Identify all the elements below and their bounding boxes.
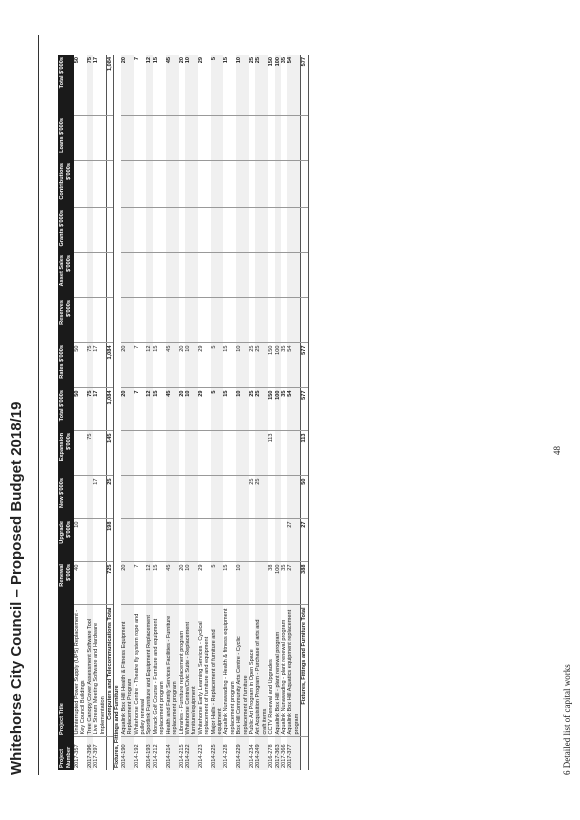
- table-cell: 29: [198, 55, 211, 116]
- table-cell: [93, 298, 106, 343]
- table-cell: [153, 298, 166, 343]
- table-cell: 10: [236, 388, 249, 431]
- table-cell: [74, 208, 87, 253]
- table-cell: 113: [301, 431, 308, 476]
- table-cell: [121, 476, 134, 519]
- table-cell: [211, 476, 224, 519]
- table-cell: 27: [301, 519, 308, 562]
- table-cell: [166, 161, 179, 208]
- table-cell: [301, 161, 308, 208]
- table-cell: [223, 519, 236, 562]
- table-cell: 15: [223, 388, 236, 431]
- table-cell: 17: [93, 476, 106, 519]
- table-cell: 54: [287, 388, 300, 431]
- table-cell: 45: [166, 55, 179, 116]
- project-title: Aqualink Box Hill Aquatics equipment replacement program: [287, 605, 300, 737]
- table-cell: 20: [121, 562, 134, 605]
- table-cell: 15: [153, 343, 166, 388]
- project-number: 2017-397: [93, 744, 100, 768]
- table-cell: [223, 253, 236, 298]
- table-cell: 198: [107, 519, 114, 562]
- table-cell: [301, 298, 308, 343]
- project-number: 2014-222: [185, 737, 198, 770]
- table-cell: 388: [301, 562, 308, 605]
- table-cell: [211, 431, 224, 476]
- table-cell: [223, 161, 236, 208]
- table-cell: [236, 431, 249, 476]
- project-number: 2017-357: [74, 744, 80, 768]
- project-number: 2014-192: [133, 744, 140, 768]
- table-cell: 10: [185, 388, 198, 431]
- project-title: Major Halls - Replacement of furniture and equipment: [211, 605, 224, 737]
- table-cell: [301, 116, 308, 161]
- table-cell: [121, 431, 134, 476]
- table-cell: [93, 116, 106, 161]
- table-cell: 25: [255, 388, 268, 431]
- table-cell: [236, 116, 249, 161]
- table-cell: [93, 431, 106, 476]
- table-cell: [134, 161, 147, 208]
- column-header: Renewal $'000s: [58, 562, 74, 605]
- table-cell: [166, 298, 179, 343]
- table-cell: [134, 253, 147, 298]
- table-cell: 100: [275, 343, 281, 388]
- project-number: 2014-223: [197, 744, 204, 768]
- table-cell: [121, 161, 134, 208]
- table-cell: 12: [146, 388, 152, 431]
- table-cell: [74, 476, 87, 519]
- table-row: [153, 55, 166, 770]
- footer-text: 6 Detailed list of capital works: [562, 664, 572, 775]
- table-cell: [287, 253, 300, 298]
- table-cell: [153, 161, 166, 208]
- table-cell: 12: [146, 55, 152, 116]
- table-row: [287, 55, 300, 770]
- table-cell: [153, 431, 166, 476]
- table-cell: [185, 476, 198, 519]
- table-cell: 38: [268, 562, 274, 605]
- table-cell: [134, 519, 147, 562]
- project-title: Aqualink Box Hill Health & Fitness Equipment Replacement Program: [121, 605, 134, 737]
- table-cell: 100: [275, 388, 281, 431]
- table-cell: [301, 253, 308, 298]
- table-cell: 7: [134, 55, 147, 116]
- project-number: 2017-363: [275, 737, 281, 770]
- table-row: [93, 55, 106, 770]
- table-cell: 5: [211, 562, 224, 605]
- table-cell: 25: [249, 476, 255, 519]
- table-cell: [255, 161, 268, 208]
- table-cell: 15: [223, 562, 236, 605]
- project-number: 2016-278: [268, 744, 275, 768]
- table-cell: 75: [87, 388, 93, 431]
- table-cell: 7: [134, 388, 147, 431]
- capital-works-table: [58, 55, 309, 770]
- table-cell: 50: [74, 388, 87, 431]
- table-cell: 12: [146, 343, 152, 388]
- table-cell: 10: [74, 519, 87, 562]
- table-cell: [93, 562, 106, 605]
- table-cell: 20: [179, 388, 185, 431]
- project-title: Art Acquisition Program - Purchase of arts and craft items: [255, 605, 268, 737]
- table-body: [74, 55, 308, 770]
- page-number: 48: [552, 446, 562, 455]
- column-header: Project Title: [58, 605, 74, 737]
- project-number: 2014-234: [248, 744, 255, 768]
- project-number: 2014-249: [255, 737, 268, 770]
- table-cell: 1,084: [107, 388, 114, 431]
- table-cell: 25: [249, 388, 255, 431]
- table-cell: [93, 519, 106, 562]
- table-row: [134, 55, 147, 770]
- table-cell: 20: [179, 343, 185, 388]
- table-cell: 35: [281, 562, 287, 605]
- project-number: 2014-193: [146, 737, 152, 770]
- project-title: Whitehorse Centre/Civic Suite - Replacement furniture/equipment: [185, 605, 198, 737]
- table-cell: 20: [121, 388, 134, 431]
- table-cell: [301, 208, 308, 253]
- table-cell: 577: [301, 55, 308, 116]
- table-cell: [255, 562, 268, 605]
- table-row: [223, 55, 236, 770]
- table-cell: 15: [223, 343, 236, 388]
- project-number: [107, 737, 114, 770]
- table-cell: [211, 253, 224, 298]
- table-cell: [198, 298, 211, 343]
- column-header: Project Number: [58, 737, 74, 770]
- table-cell: [153, 253, 166, 298]
- table-cell: 25: [255, 55, 268, 116]
- table-header-row: [58, 55, 74, 770]
- table-cell: [134, 431, 147, 476]
- table-cell: 45: [166, 388, 179, 431]
- table-cell: 145: [107, 431, 114, 476]
- table-cell: 100: [275, 562, 281, 605]
- category-label: Fixtures, Fittings and Furniture: [114, 55, 121, 770]
- table-cell: [166, 476, 179, 519]
- table-cell: 75: [87, 55, 93, 116]
- table-cell: [107, 161, 114, 208]
- table-cell: 54: [287, 343, 300, 388]
- table-cell: [185, 116, 198, 161]
- project-title: Fixtures, Fittings and Furniture Total: [301, 605, 308, 737]
- table-cell: [121, 298, 134, 343]
- column-header: Expansion $'000s: [58, 431, 74, 476]
- table-cell: 35: [281, 388, 287, 431]
- table-cell: [153, 208, 166, 253]
- table-cell: [223, 431, 236, 476]
- table-cell: 50: [301, 476, 308, 519]
- table-cell: [211, 519, 224, 562]
- table-cell: 10: [185, 343, 198, 388]
- table-cell: 17: [93, 343, 106, 388]
- table-cell: [223, 116, 236, 161]
- project-number: 2014-229: [236, 737, 249, 770]
- table-cell: [198, 476, 211, 519]
- table-cell: 35: [281, 343, 287, 388]
- table-cell: [287, 476, 300, 519]
- table-cell: [121, 208, 134, 253]
- table-cell: [134, 208, 147, 253]
- table-cell: 5: [211, 55, 224, 116]
- table-cell: 10: [236, 55, 249, 116]
- table-cell: [255, 116, 268, 161]
- project-title: Computers and Telecommunications Total: [107, 605, 114, 737]
- table-cell: [166, 253, 179, 298]
- table-cell: [223, 476, 236, 519]
- table-cell: [211, 208, 224, 253]
- table-cell: 7: [134, 343, 147, 388]
- table-cell: 50: [74, 55, 87, 116]
- table-row: [74, 55, 87, 770]
- project-title: Aqualink Box Hill - plant renewal program: [275, 605, 281, 737]
- table-cell: 29: [198, 562, 211, 605]
- project-number: 2017-396: [87, 737, 93, 770]
- table-cell: 1,084: [107, 55, 114, 116]
- table-cell: [255, 298, 268, 343]
- table-cell: 25: [255, 476, 268, 519]
- table-cell: 15: [153, 388, 166, 431]
- table-cell: [211, 161, 224, 208]
- table-cell: [107, 116, 114, 161]
- table-cell: 27: [287, 562, 300, 605]
- table-cell: 577: [301, 343, 308, 388]
- table-cell: 17: [93, 55, 106, 116]
- table-cell: 29: [198, 388, 211, 431]
- table-cell: [198, 116, 211, 161]
- table-cell: [198, 253, 211, 298]
- table-cell: [211, 116, 224, 161]
- table-cell: [107, 298, 114, 343]
- table-cell: [153, 519, 166, 562]
- table-row: [121, 55, 134, 770]
- table-cell: 27: [287, 519, 300, 562]
- project-title: Tree Canopy Cover Assessment Software Tool: [87, 605, 93, 737]
- table-cell: 5: [211, 343, 224, 388]
- table-cell: [185, 208, 198, 253]
- project-title: Whitehorse Centre - Theatre fly system rope and pulley renewal: [134, 605, 147, 737]
- table-cell: [255, 519, 268, 562]
- project-title: Health and Family Services Facilities - Furniture replacement program: [166, 605, 179, 737]
- project-number: 2014-228: [223, 744, 230, 768]
- table-cell: [198, 519, 211, 562]
- project-title: Public Art Program in Open Space: [249, 605, 255, 737]
- project-title: Sportlink Furniture and Equipment Replacement: [146, 605, 152, 737]
- title-rule: [38, 35, 39, 775]
- table-cell: [153, 476, 166, 519]
- table-cell: [134, 116, 147, 161]
- project-title: CCTV Renewal and Upgrades: [268, 605, 274, 737]
- table-cell: [153, 116, 166, 161]
- table-row: [236, 55, 249, 770]
- table-cell: 725: [107, 562, 114, 605]
- table-cell: [107, 208, 114, 253]
- project-title: Aqualink Nunawading - plant renewal program: [281, 605, 287, 737]
- table-row: [255, 55, 268, 770]
- table-cell: [287, 298, 300, 343]
- table-cell: 35: [281, 55, 287, 116]
- table-cell: 15: [223, 55, 236, 116]
- table-row: [166, 55, 179, 770]
- project-number: 2014-215: [178, 744, 185, 768]
- table-cell: [236, 476, 249, 519]
- table-cell: 45: [166, 562, 179, 605]
- project-title: Libraries - Furniture replacement program: [179, 605, 185, 737]
- table-cell: 54: [287, 55, 300, 116]
- table-cell: [198, 431, 211, 476]
- table-cell: 1,084: [107, 343, 114, 388]
- table-cell: [287, 161, 300, 208]
- table-cell: 12: [146, 562, 152, 605]
- column-header: Loans $'000s: [58, 116, 74, 161]
- table-cell: [185, 161, 198, 208]
- table-cell: [198, 161, 211, 208]
- table-row: [198, 55, 211, 770]
- project-title: Uninterrupted Power Supply (UPS) Replacement - Key Council Buildings: [74, 605, 87, 737]
- project-title: Morack Golf Course - Furniture and equipment replacement program: [153, 605, 166, 737]
- column-header: New $'000s: [58, 476, 74, 519]
- table-cell: [107, 253, 114, 298]
- subtotal-row: [301, 55, 308, 770]
- column-header: Asset Sales $'000s: [58, 253, 74, 298]
- table-cell: [223, 298, 236, 343]
- table-cell: 10: [185, 55, 198, 116]
- table-cell: 20: [121, 343, 134, 388]
- table-cell: 40: [74, 562, 87, 605]
- project-title: Box Hill Community Arts Centre - Cyclic replacement of furniture: [236, 605, 249, 737]
- table-cell: [166, 208, 179, 253]
- table-cell: 25: [249, 55, 255, 116]
- table-cell: [255, 253, 268, 298]
- table-cell: [236, 208, 249, 253]
- table-cell: [74, 161, 87, 208]
- subtotal-row: [107, 55, 114, 770]
- category-row: [114, 55, 121, 770]
- project-number: 2017-377: [287, 737, 300, 770]
- table-cell: 100: [275, 55, 281, 116]
- table-cell: [93, 208, 106, 253]
- table-cell: 50: [74, 343, 87, 388]
- table-cell: [93, 161, 106, 208]
- column-header: Upgrade $'000s: [58, 519, 74, 562]
- table-cell: 7: [134, 562, 147, 605]
- project-title: Live Stream Meeting Software and Hardware Implementation: [93, 605, 106, 737]
- table-cell: [74, 253, 87, 298]
- table-cell: [166, 519, 179, 562]
- table-cell: [223, 208, 236, 253]
- project-number: 2014-214: [166, 737, 179, 770]
- table-cell: [236, 519, 249, 562]
- table-cell: 17: [93, 388, 106, 431]
- table-cell: 150: [268, 343, 274, 388]
- project-number: 2014-225: [211, 737, 224, 770]
- table-cell: 15: [153, 55, 166, 116]
- table-cell: [121, 519, 134, 562]
- table-cell: 10: [185, 562, 198, 605]
- table-cell: [255, 208, 268, 253]
- table-cell: [121, 253, 134, 298]
- table-cell: [166, 431, 179, 476]
- table-cell: [74, 116, 87, 161]
- project-number: 2014-190: [121, 737, 134, 770]
- table-cell: [198, 208, 211, 253]
- table-cell: [185, 519, 198, 562]
- table-cell: [236, 298, 249, 343]
- table-cell: 10: [236, 343, 249, 388]
- table-cell: 45: [166, 343, 179, 388]
- table-cell: 75: [87, 343, 93, 388]
- column-header: Reserves $'000s: [58, 298, 74, 343]
- table-cell: [185, 431, 198, 476]
- table-cell: 25: [107, 476, 114, 519]
- table-cell: 20: [179, 55, 185, 116]
- table-cell: [287, 208, 300, 253]
- table-cell: 150: [268, 388, 274, 431]
- table-cell: [185, 253, 198, 298]
- table-cell: [211, 298, 224, 343]
- column-header: Total $'000s: [58, 55, 74, 116]
- project-title: Aqualink Nunawading - Health & fitness equipment replacement program: [223, 605, 236, 737]
- table-cell: [255, 431, 268, 476]
- table-cell: 113: [268, 431, 274, 476]
- project-number: 2014-212: [152, 744, 159, 768]
- column-header: Rates $'000s: [58, 343, 74, 388]
- project-title: Whitehorse Early Learning Services - Cyclical replacement of furniture and equipment: [198, 605, 211, 737]
- table-cell: 577: [301, 388, 308, 431]
- project-number: 2017-366: [281, 744, 287, 768]
- table-cell: [287, 116, 300, 161]
- table-cell: [134, 298, 147, 343]
- table-row: [211, 55, 224, 770]
- table-cell: [236, 253, 249, 298]
- table-cell: 25: [255, 343, 268, 388]
- table-cell: [166, 116, 179, 161]
- table-cell: [287, 431, 300, 476]
- table-cell: 75: [87, 431, 93, 476]
- table-cell: [185, 298, 198, 343]
- column-header: Total $'000s: [58, 388, 74, 431]
- table-cell: 20: [179, 562, 185, 605]
- table-cell: [93, 253, 106, 298]
- table-cell: 10: [236, 562, 249, 605]
- table-cell: 5: [211, 388, 224, 431]
- column-header: Contributions $'000s: [58, 161, 74, 208]
- document-title: Whitehorse City Council – Proposed Budget 2018/19: [8, 401, 25, 775]
- table-cell: 29: [198, 343, 211, 388]
- table-cell: [121, 116, 134, 161]
- table-cell: 20: [121, 55, 134, 116]
- table-cell: [134, 476, 147, 519]
- table-row: [185, 55, 198, 770]
- table-cell: 25: [249, 343, 255, 388]
- table-cell: [74, 431, 87, 476]
- table-cell: [74, 298, 87, 343]
- column-header: Grants $'000s: [58, 208, 74, 253]
- table-cell: 15: [153, 562, 166, 605]
- table-cell: 150: [268, 55, 274, 116]
- project-number: [301, 737, 308, 770]
- table-cell: [236, 161, 249, 208]
